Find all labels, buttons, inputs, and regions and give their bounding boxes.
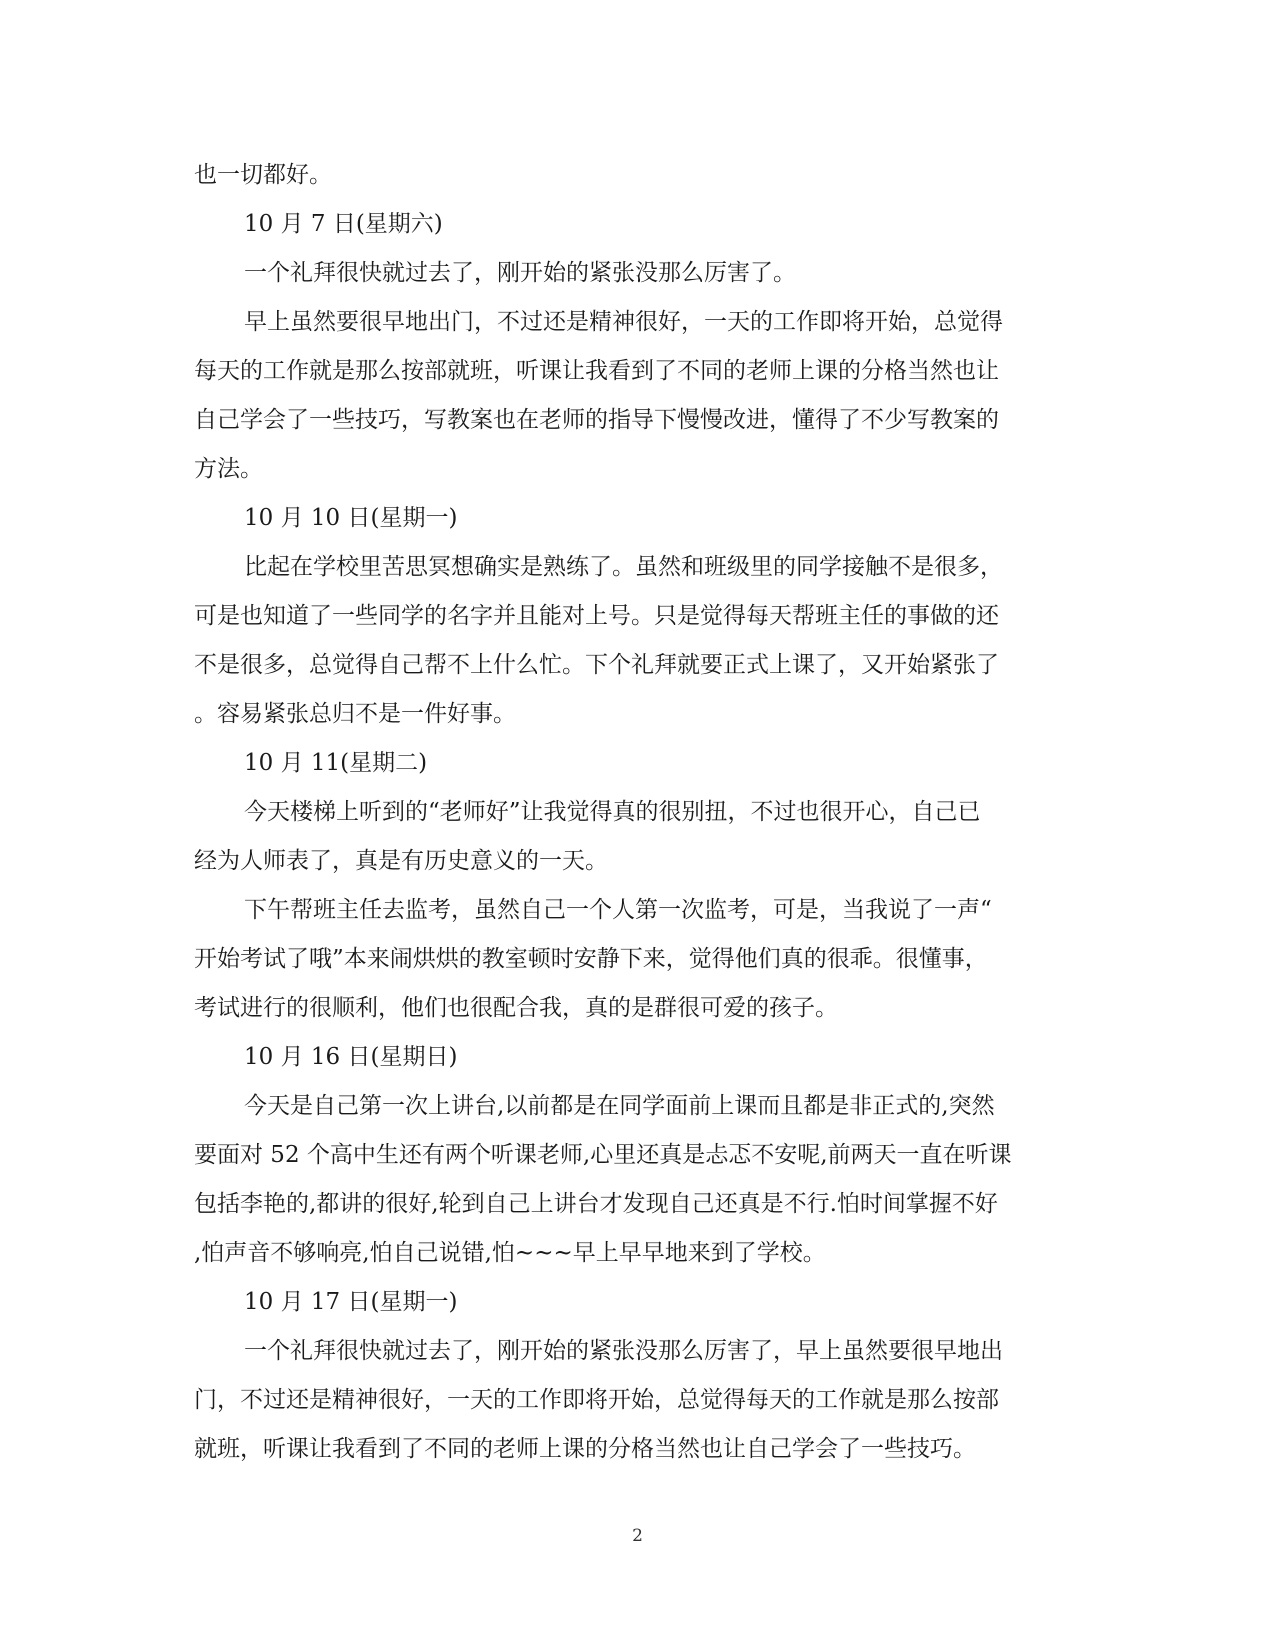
text-line: ,怕声音不够响亮,怕自己说错,怕~~~早上早早地来到了学校。 [194,1240,826,1266]
text-line: 经为人师表了，真是有历史意义的一天。 [194,848,608,874]
text-line: 10 月 16 日(星期日) [244,1044,458,1070]
text-line: 10 月 7 日(星期六) [244,211,443,237]
text-line: 。容易紧张总归不是一件好事。 [194,701,516,727]
text-line: 方法。 [194,456,263,482]
text-line: 自己学会了一些技巧，写教案也在老师的指导下慢慢改进，懂得了不少写教案的 [194,407,999,433]
text-line: 门，不过还是精神很好，一天的工作即将开始，总觉得每天的工作就是那么按部 [194,1387,999,1413]
text-line: 要面对 52 个高中生还有两个听课老师,心里还真是忐忑不安呢,前两天一直在听课 [194,1142,1012,1168]
text-line: 下午帮班主任去监考，虽然自己一个人第一次监考，可是，当我说了一声“ [244,897,992,923]
text-line: 一个礼拜很快就过去了，刚开始的紧张没那么厉害了。 [244,260,796,286]
text-line: 可是也知道了一些同学的名字并且能对上号。只是觉得每天帮班主任的事做的还 [194,603,999,629]
text-line: 10 月 10 日(星期一) [244,505,458,531]
text-line: 也一切都好。 [194,162,332,188]
text-line: 考试进行的很顺利，他们也很配合我，真的是群很可爱的孩子。 [194,995,838,1021]
text-line: 就班，听课让我看到了不同的老师上课的分格当然也让自己学会了一些技巧。 [194,1436,976,1462]
text-line: 不是很多，总觉得自己帮不上什么忙。下个礼拜就要正式上课了，又开始紧张了 [194,652,999,678]
text-line: 每天的工作就是那么按部就班，听课让我看到了不同的老师上课的分格当然也让 [194,358,999,384]
page-number: 2 [632,1526,643,1546]
text-line: 一个礼拜很快就过去了，刚开始的紧张没那么厉害了，早上虽然要很早地出 [244,1338,1003,1364]
text-line: 开始考试了哦”本来闹烘烘的教室顿时安静下来，觉得他们真的很乖。很懂事， [194,946,988,972]
text-line: 早上虽然要很早地出门，不过还是精神很好，一天的工作即将开始，总觉得 [244,309,1003,335]
text-line: 10 月 17 日(星期一) [244,1289,458,1315]
text-line: 今天是自己第一次上讲台,以前都是在同学面前上课而且都是非正式的,突然 [244,1093,995,1119]
text-line: 10 月 11(星期二) [244,750,428,776]
text-line: 今天楼梯上听到的“老师好”让我觉得真的很别扭，不过也很开心，自己已 [244,799,981,825]
text-line: 比起在学校里苦思冥想确实是熟练了。虽然和班级里的同学接触不是很多， [244,554,1003,580]
document-body [194,151,1084,1474]
text-line: 包括李艳的,都讲的很好,轮到自己上讲台才发现自己还真是不行.怕时间掌握不好 [194,1191,998,1217]
